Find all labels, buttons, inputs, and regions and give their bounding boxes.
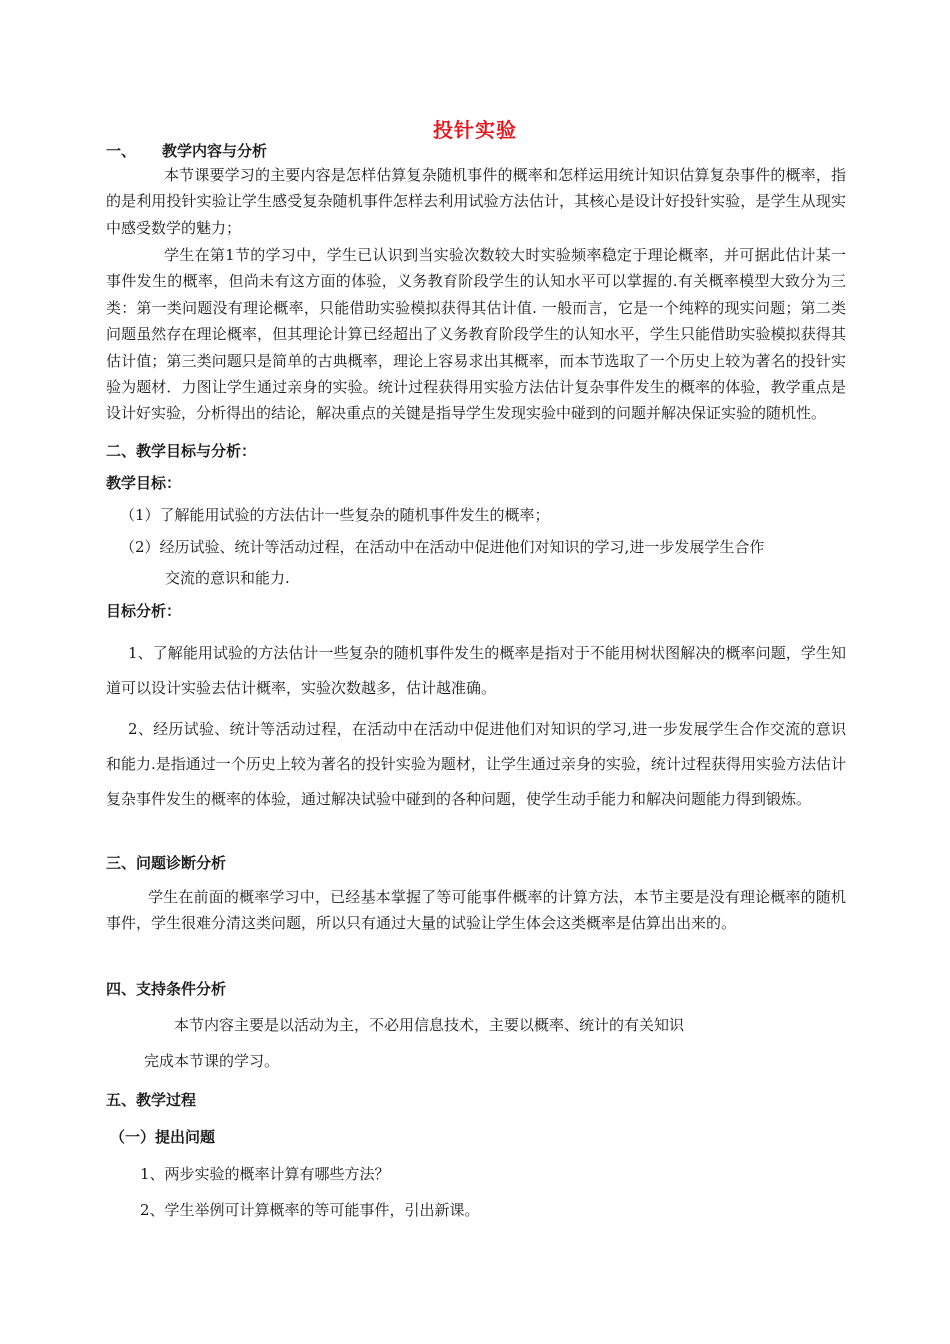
- goal-2-line-2: 交流的意识和能力.: [165, 569, 290, 587]
- section-1-paragraph-1: 本节课要学习的主要内容是怎样估算复杂随机事件的概率和怎样运用统计知识估算复杂事件的概率，指的是利用投针实验让学生感受复杂随机事件怎样去利用试验方法估计，其核心是设计好投针实验，是学生从现实中感受数学的魅力；: [106, 166, 846, 237]
- section-1-paragraph-2: 学生在第1节的学习中，学生已认识到当实验次数较大时实验频率稳定于理论概率，并可据此估计某一事件发生的概率，但尚未有这方面的体验，义务教育阶段学生的认知水平可以掌握的.有关概率模型大致分为三类：第一类问题没有理论概率，只能借助实验模拟获得其估计值. 一般而言，它是一个纯粹的现实问题；第二类问题虽然存在理论概率，但其理论计算已经超出了义务教育阶段学生的认知水平，学生只能借助实验模拟获得其估计值；第三类问题只是简单的古典概率，理论上容易求出其概率，而本节选取了一个历史上较为著名的投针实验为题材．力图让学生通过亲身的实验。统计过程获得用实验方法估计复杂事件发生的概率的体验，教学重点是设计好实验，分析得出的结论，解决重点的关键是指导学生发现实验中碰到的问题并解决保证实验的随机性。: [106, 246, 846, 423]
- document-title: 投针实验: [433, 118, 517, 142]
- goal-1: （1）了解能用试验的方法估计一些复杂的随机事件发生的概率；: [120, 506, 550, 524]
- section-1-number: 一、: [106, 142, 137, 160]
- goal-analysis-label: 目标分析：: [106, 602, 182, 620]
- section-1-title: 教学内容与分析: [162, 142, 268, 160]
- section-4-heading: 四、支持条件分析: [106, 980, 227, 998]
- goal-analysis-1: 1、了解能用试验的方法估计一些复杂的随机事件发生的概率是指对于不能用树状图解决的概率问题，学生知道可以设计实验去估计概率，实验次数越多，估计越准确。: [106, 644, 846, 697]
- section-4-line-2: 完成本节课的学习。: [144, 1052, 280, 1070]
- question-2: 2、学生举例可计算概率的等可能事件，引出新课。: [140, 1201, 480, 1219]
- question-1: 1、两步实验的概率计算有哪些方法？: [140, 1165, 390, 1183]
- goal-analysis-2: 2、经历试验、统计等活动过程，在活动中在活动中促进他们对知识的学习,进一步发展学生合作交流的意识和能力.是指通过一个历史上较为著名的投针实验为题材，让学生通过亲身的实验，统计过程获得用实验方法估计复杂事件发生的概率的体验，通过解决试验中碰到的各种问题，使学生动手能力和解决问题能力得到锻炼。: [106, 720, 846, 808]
- section-3-heading: 三、问题诊断分析: [106, 854, 227, 872]
- goal-2-line-1: （2）经历试验、统计等活动过程，在活动中在活动中促进他们对知识的学习,进一步发展学生合作: [120, 538, 765, 556]
- teaching-goals-label: 教学目标：: [106, 474, 182, 492]
- section-4-line-1: 本节内容主要是以活动为主，不必用信息技术，主要以概率、统计的有关知识: [174, 1016, 685, 1034]
- subsection-1-heading: （一）提出问题: [110, 1128, 216, 1146]
- section-3-paragraph: 学生在前面的概率学习中，已经基本掌握了等可能事件概率的计算方法，本节主要是没有理论概率的随机事件，学生很难分清这类问题，所以只有通过大量的试验让学生体会这类概率是估算出出来的。: [106, 888, 846, 933]
- section-1-heading: [106, 140, 267, 161]
- section-5-heading: 五、教学过程: [106, 1091, 197, 1109]
- section-2-heading: 二、教学目标与分析：: [106, 442, 257, 460]
